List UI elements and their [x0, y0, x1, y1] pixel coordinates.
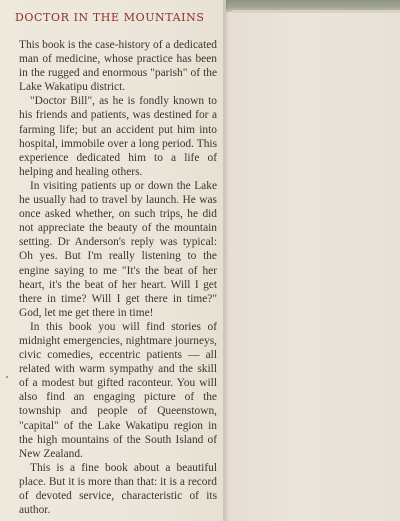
cover-paper-edge — [232, 10, 400, 13]
blurb-paragraph: In this book you will find stories of midnight emergencies, nightmare journeys, civic comedies, eccentric patients — all related with warm sympathy and the skill of a modest but gifted raconteur. You will also find an engaging picture of the township and people of Queenstown, "capital" of the Lake Wakatipu region in the high mountains of the South Island of New Zealand. — [19, 320, 217, 460]
blurb-paragraph: This book is the case-history of a dedicated man of medicine, whose practice has been in the rugged and enormous "parish" of the Lake Wakatipu district. — [19, 39, 217, 94]
blurb-paragraph: In visiting patients up or down the Lake he usually had to travel by launch. He was once asked whether, on such trips, he did not appreciate the beauty of the mountain setting. Dr Anderson's reply was typical: Oh yes. But I'm really listening to the engine saying to me "It's the beat of her heart, it's the beat of her heart. Will I get there in time? Will I get there in time?" God, let me get there in time! — [19, 179, 217, 319]
paper-speck — [6, 376, 8, 378]
flap-title: DOCTOR IN THE MOUNTAINS — [15, 11, 205, 24]
blurb-paragraph: This is a fine book about a beautiful place. But it is more than that: it is a record of devoted service, characteristic of its author. — [19, 461, 217, 517]
blurb-paragraph: "Doctor Bill", as he is fondly known to his friends and patients, was destined for a farming life; but an accident put him into hospital, immobile over a long period. This experience dedicated him to a life of helping and healing others. — [19, 95, 217, 178]
inner-cover-board — [226, 0, 400, 521]
flap-blurb — [19, 38, 217, 517]
flap-fold-edge — [223, 0, 225, 521]
